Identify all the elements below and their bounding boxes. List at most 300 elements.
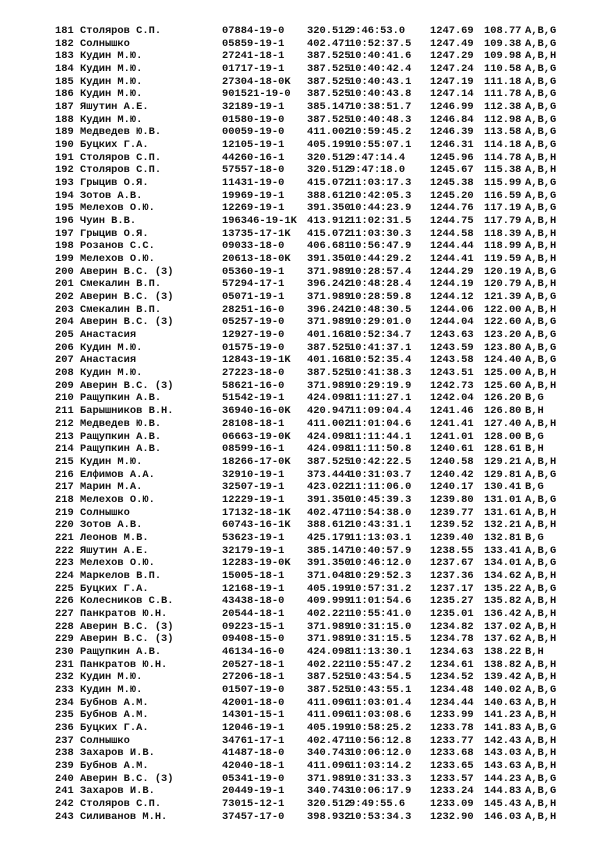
ring-code: 14301-15-1	[222, 709, 285, 722]
arrival-time: 10:55:47.2	[349, 658, 412, 671]
ring-code: 36940-16-0K	[222, 405, 291, 418]
ring-code: 13735-17-1K	[222, 227, 291, 240]
speed-value: 1234.61	[430, 658, 474, 671]
ring-code: 901521-19-0	[222, 88, 291, 101]
ring-code: 57557-18-0	[222, 164, 285, 177]
bird-owner-name: Яшутин А.Е.	[80, 544, 149, 557]
row-number: 235	[55, 709, 74, 722]
speed-value: 1244.12	[430, 291, 474, 304]
row-number: 233	[55, 683, 74, 696]
coefficient-value: 115.99	[484, 177, 522, 190]
row-number: 234	[55, 696, 74, 709]
row-number: 201	[55, 278, 74, 291]
bird-owner-name: Ращупкин А.В.	[80, 443, 162, 456]
bird-owner-name: Буцких Г.А.	[80, 139, 149, 152]
ring-code: 53623-19-1	[222, 531, 285, 544]
arrival-time: 11:09:04.4	[349, 405, 412, 418]
category-codes: B,H	[525, 443, 544, 456]
arrival-time: 11:13:30.1	[349, 645, 412, 658]
ring-code: 20527-18-1	[222, 658, 285, 671]
bird-owner-name: Зотов А.В.	[80, 189, 143, 202]
distance-value: 371.989	[307, 772, 351, 785]
arrival-time: 10:58:25.2	[349, 721, 412, 734]
coefficient-value: 136.42	[484, 607, 522, 620]
coefficient-value: 120.79	[484, 278, 522, 291]
ring-code: 12843-19-1K	[222, 354, 291, 367]
arrival-time: 10:59:45.2	[349, 126, 412, 139]
row-number: 229	[55, 633, 74, 646]
distance-value: 387.525	[307, 341, 351, 354]
bird-owner-name: Елфимов А.А.	[80, 468, 155, 481]
row-number: 211	[55, 405, 74, 418]
row-number: 209	[55, 379, 74, 392]
bird-owner-name: Марин М.А.	[80, 481, 143, 494]
speed-value: 1233.24	[430, 785, 474, 798]
category-codes: B,H	[525, 645, 544, 658]
arrival-time: 10:44:29.2	[349, 253, 412, 266]
table-row	[0, 278, 600, 291]
arrival-time: 10:52:35.4	[349, 354, 412, 367]
table-row	[0, 709, 600, 722]
category-codes: A,B,H	[525, 671, 557, 684]
table-row	[0, 532, 600, 545]
category-codes: A,B,H	[525, 607, 557, 620]
table-row	[0, 646, 600, 659]
category-codes: A,B,G	[525, 721, 557, 734]
category-codes: A,B,H	[525, 747, 557, 760]
arrival-time: 10:48:28.4	[349, 278, 412, 291]
bird-owner-name: Аверин В.С. (3)	[80, 633, 174, 646]
bird-owner-name: Мелехов О.Ю.	[80, 253, 155, 266]
category-codes: A,B,G	[525, 493, 557, 506]
speed-value: 1239.52	[430, 519, 474, 532]
row-number: 231	[55, 658, 74, 671]
row-number: 190	[55, 139, 74, 152]
category-codes: A,B,G	[525, 341, 557, 354]
coefficient-value: 114.18	[484, 139, 522, 152]
bird-owner-name: Мелехов О.Ю.	[80, 557, 155, 570]
coefficient-value: 125.00	[484, 367, 522, 380]
speed-value: 1232.90	[430, 810, 474, 823]
bird-owner-name: Столяров С.П.	[80, 151, 162, 164]
arrival-time: 10:42:05.3	[349, 189, 412, 202]
table-row	[0, 405, 600, 418]
bird-owner-name: Кудин М.Ю.	[80, 50, 143, 63]
coefficient-value: 112.98	[484, 113, 522, 126]
ring-code: 20544-18-1	[222, 607, 285, 620]
speed-value: 1247.49	[430, 37, 474, 50]
coefficient-value: 109.38	[484, 37, 522, 50]
ring-code: 32179-19-1	[222, 544, 285, 557]
table-row	[0, 798, 600, 811]
ring-code: 43438-18-0	[222, 595, 285, 608]
row-number: 216	[55, 468, 74, 481]
speed-value: 1234.48	[430, 683, 474, 696]
arrival-time: 10:31:15.0	[349, 620, 412, 633]
distance-value: 387.525	[307, 455, 351, 468]
arrival-time: 11:03:14.2	[349, 759, 412, 772]
distance-value: 371.989	[307, 316, 351, 329]
category-codes: A,B,H	[525, 595, 557, 608]
coefficient-value: 119.59	[484, 253, 522, 266]
table-row	[0, 367, 600, 380]
speed-value: 1243.59	[430, 341, 474, 354]
speed-value: 1247.24	[430, 63, 474, 76]
arrival-time: 10:29:01.0	[349, 316, 412, 329]
coefficient-value: 111.18	[484, 75, 522, 88]
bird-owner-name: Чуин В.В.	[80, 215, 137, 228]
row-number: 225	[55, 582, 74, 595]
row-number: 228	[55, 620, 74, 633]
arrival-time: 10:29:19.9	[349, 379, 412, 392]
coefficient-value: 135.22	[484, 582, 522, 595]
row-number: 202	[55, 291, 74, 304]
speed-value: 1243.63	[430, 329, 474, 342]
distance-value: 424.098	[307, 645, 351, 658]
distance-value: 387.525	[307, 63, 351, 76]
table-row	[0, 773, 600, 786]
bird-owner-name: Силиванов М.Н.	[80, 810, 168, 823]
row-number: 218	[55, 493, 74, 506]
ring-code: 06663-19-0K	[222, 430, 291, 443]
row-number: 199	[55, 253, 74, 266]
table-row	[0, 456, 600, 469]
table-row	[0, 228, 600, 241]
bird-owner-name: Анастасия	[80, 354, 137, 367]
category-codes: A,B,G	[525, 785, 557, 798]
ring-code: 07884-19-0	[222, 25, 285, 37]
coefficient-value: 146.03	[484, 810, 522, 823]
ring-code: 44260-16-1	[222, 151, 285, 164]
bird-owner-name: Ращупкин А.В.	[80, 645, 162, 658]
category-codes: A,B,G	[525, 177, 557, 190]
speed-value: 1246.31	[430, 139, 474, 152]
distance-value: 409.999	[307, 595, 351, 608]
bird-owner-name: Розанов С.С.	[80, 240, 155, 253]
speed-value: 1240.58	[430, 455, 474, 468]
category-codes: A,B,G	[525, 189, 557, 202]
bird-owner-name: Аверин В.С. (3)	[80, 316, 174, 329]
speed-value: 1247.29	[430, 50, 474, 63]
speed-value: 1234.52	[430, 671, 474, 684]
arrival-time: 11:02:31.5	[349, 215, 412, 228]
bird-owner-name: Столяров С.П.	[80, 25, 162, 37]
table-row	[0, 38, 600, 51]
distance-value: 340.743	[307, 785, 351, 798]
bird-owner-name: Аверин В.С. (3)	[80, 379, 174, 392]
distance-value: 387.525	[307, 50, 351, 63]
bird-owner-name: Солнышко	[80, 37, 130, 50]
bird-owner-name: Кудин М.Ю.	[80, 75, 143, 88]
coefficient-value: 126.80	[484, 405, 522, 418]
coefficient-value: 142.43	[484, 734, 522, 747]
ring-code: 17132-18-1K	[222, 506, 291, 519]
bird-owner-name: Ращупкин А.В.	[80, 392, 162, 405]
speed-value: 1243.58	[430, 354, 474, 367]
row-number: 240	[55, 772, 74, 785]
bird-owner-name: Мелехов О.Ю.	[80, 493, 155, 506]
bird-owner-name: Грыцив О.Я.	[80, 177, 149, 190]
bird-owner-name: Кудин М.Ю.	[80, 63, 143, 76]
ring-code: 12269-19-1	[222, 202, 285, 215]
category-codes: A,B,G	[525, 468, 557, 481]
bird-owner-name: Леонов М.В.	[80, 531, 149, 544]
ring-code: 08599-16-1	[222, 443, 285, 456]
ring-code: 28251-16-0	[222, 303, 285, 316]
table-row	[0, 633, 600, 646]
row-number: 226	[55, 595, 74, 608]
ring-code: 01575-19-0	[222, 341, 285, 354]
distance-value: 411.096	[307, 759, 351, 772]
speed-value: 1247.14	[430, 88, 474, 101]
arrival-time: 10:53:34.3	[349, 810, 412, 823]
category-codes: A,B,H	[525, 734, 557, 747]
coefficient-value: 131.61	[484, 506, 522, 519]
table-row	[0, 76, 600, 89]
speed-value: 1233.99	[430, 709, 474, 722]
ring-code: 32910-19-1	[222, 468, 285, 481]
bird-owner-name: Солнышко	[80, 734, 130, 747]
ring-code: 12168-19-1	[222, 582, 285, 595]
speed-value: 1246.84	[430, 113, 474, 126]
category-codes: A,B,H	[525, 709, 557, 722]
table-row	[0, 25, 600, 38]
distance-value: 402.471	[307, 734, 351, 747]
table-row	[0, 316, 600, 329]
speed-value: 1244.04	[430, 316, 474, 329]
row-number: 197	[55, 227, 74, 240]
bird-owner-name: Столяров С.П.	[80, 797, 162, 810]
arrival-time: 10:46:12.0	[349, 557, 412, 570]
speed-value: 1244.76	[430, 202, 474, 215]
distance-value: 411.002	[307, 417, 351, 430]
bird-owner-name: Медведев Ю.В.	[80, 417, 162, 430]
arrival-time: 10:40:43.1	[349, 75, 412, 88]
ring-code: 34761-17-1	[222, 734, 285, 747]
distance-value: 373.444	[307, 468, 351, 481]
coefficient-value: 115.38	[484, 164, 522, 177]
speed-value: 1241.46	[430, 405, 474, 418]
coefficient-value: 135.82	[484, 595, 522, 608]
category-codes: A,B,G	[525, 101, 557, 114]
speed-value: 1244.29	[430, 265, 474, 278]
category-codes: A,B,G	[525, 582, 557, 595]
row-number: 223	[55, 557, 74, 570]
speed-value: 1242.04	[430, 392, 474, 405]
coefficient-value: 129.81	[484, 468, 522, 481]
category-codes: A,B,H	[525, 50, 557, 63]
coefficient-value: 128.00	[484, 430, 522, 443]
table-row	[0, 519, 600, 532]
row-number: 198	[55, 240, 74, 253]
table-row	[0, 342, 600, 355]
table-row	[0, 240, 600, 253]
coefficient-value: 145.43	[484, 797, 522, 810]
ring-code: 32189-19-1	[222, 101, 285, 114]
bird-owner-name: Колесников С.В.	[80, 595, 174, 608]
ring-code: 27241-18-1	[222, 50, 285, 63]
bird-owner-name: Кудин М.Ю.	[80, 113, 143, 126]
ring-code: 41487-18-0	[222, 747, 285, 760]
bird-owner-name: Кудин М.Ю.	[80, 341, 143, 354]
ring-code: 37457-17-0	[222, 810, 285, 823]
ring-code: 42040-18-1	[222, 759, 285, 772]
bird-owner-name: Барышников В.Н.	[80, 405, 174, 418]
category-codes: A,B,H	[525, 215, 557, 228]
arrival-time: 10:29:52.3	[349, 569, 412, 582]
speed-value: 1240.61	[430, 443, 474, 456]
speed-value: 1245.67	[430, 164, 474, 177]
distance-value: 387.525	[307, 75, 351, 88]
category-codes: A,B,G	[525, 354, 557, 367]
distance-value: 387.525	[307, 88, 351, 101]
distance-value: 396.242	[307, 303, 351, 316]
category-codes: A,B,H	[525, 253, 557, 266]
coefficient-value: 127.40	[484, 417, 522, 430]
speed-value: 1241.01	[430, 430, 474, 443]
bird-owner-name: Анастасия	[80, 329, 137, 342]
bird-owner-name: Панкратов Ю.Н.	[80, 658, 168, 671]
speed-value: 1237.36	[430, 569, 474, 582]
coefficient-value: 123.20	[484, 329, 522, 342]
row-number: 241	[55, 785, 74, 798]
arrival-time: 10:40:43.8	[349, 88, 412, 101]
arrival-time: 10:55:07.1	[349, 139, 412, 152]
ring-code: 05341-19-0	[222, 772, 285, 785]
bird-owner-name: Грыцив О.Я.	[80, 227, 149, 240]
coefficient-value: 122.00	[484, 303, 522, 316]
ring-code: 27223-18-0	[222, 367, 285, 380]
coefficient-value: 129.21	[484, 455, 522, 468]
table-row	[0, 215, 600, 228]
speed-value: 1238.55	[430, 544, 474, 557]
coefficient-value: 144.83	[484, 785, 522, 798]
arrival-time: 11:11:06.0	[349, 481, 412, 494]
ring-code: 05257-19-0	[222, 316, 285, 329]
distance-value: 387.525	[307, 683, 351, 696]
coefficient-value: 117.79	[484, 215, 522, 228]
arrival-time: 10:38:51.7	[349, 101, 412, 114]
table-row	[0, 494, 600, 507]
table-row	[0, 469, 600, 482]
category-codes: A,B,G	[525, 25, 557, 37]
table-row	[0, 431, 600, 444]
coefficient-value: 118.99	[484, 240, 522, 253]
distance-value: 411.096	[307, 696, 351, 709]
distance-value: 415.072	[307, 227, 351, 240]
row-number: 187	[55, 101, 74, 114]
category-codes: A,B,H	[525, 658, 557, 671]
table-row	[0, 139, 600, 152]
coefficient-value: 108.77	[484, 25, 522, 37]
speed-value: 1246.39	[430, 126, 474, 139]
table-row	[0, 570, 600, 583]
distance-value: 411.096	[307, 709, 351, 722]
speed-value: 1244.19	[430, 278, 474, 291]
table-row	[0, 659, 600, 672]
ring-code: 09223-15-1	[222, 620, 285, 633]
arrival-time: 11:03:17.3	[349, 177, 412, 190]
category-codes: A,B,G	[525, 291, 557, 304]
category-codes: A,B,G	[525, 75, 557, 88]
table-row	[0, 557, 600, 570]
speed-value: 1239.77	[430, 506, 474, 519]
arrival-time: 10:40:57.9	[349, 544, 412, 557]
row-number: 184	[55, 63, 74, 76]
ring-code: 05859-19-1	[222, 37, 285, 50]
row-number: 242	[55, 797, 74, 810]
row-number: 194	[55, 189, 74, 202]
row-number: 215	[55, 455, 74, 468]
table-row	[0, 747, 600, 760]
table-row	[0, 671, 600, 684]
row-number: 224	[55, 569, 74, 582]
distance-value: 405.199	[307, 139, 351, 152]
coefficient-value: 139.42	[484, 671, 522, 684]
coefficient-value: 131.01	[484, 493, 522, 506]
category-codes: A,B,H	[525, 620, 557, 633]
distance-value: 391.350	[307, 253, 351, 266]
bird-owner-name: Аверин В.С. (3)	[80, 772, 174, 785]
bird-owner-name: Кудин М.Ю.	[80, 367, 143, 380]
row-number: 182	[55, 37, 74, 50]
arrival-time: 10:31:15.5	[349, 633, 412, 646]
category-codes: A,B,H	[525, 797, 557, 810]
speed-value: 1245.20	[430, 189, 474, 202]
row-number: 237	[55, 734, 74, 747]
speed-value: 1244.41	[430, 253, 474, 266]
ring-code: 01580-19-0	[222, 113, 285, 126]
bird-owner-name: Смекалин В.П.	[80, 278, 162, 291]
distance-value: 320.512	[307, 25, 351, 37]
category-codes: A,B,G	[525, 139, 557, 152]
bird-owner-name: Кудин М.Ю.	[80, 455, 143, 468]
arrival-time: 11:03:01.4	[349, 696, 412, 709]
table-row	[0, 545, 600, 558]
row-number: 243	[55, 810, 74, 823]
table-row	[0, 595, 600, 608]
arrival-time: 11:01:04.6	[349, 417, 412, 430]
bird-owner-name: Яшутин А.Е.	[80, 101, 149, 114]
coefficient-value: 124.40	[484, 354, 522, 367]
ring-code: 05360-19-1	[222, 265, 285, 278]
distance-value: 402.221	[307, 607, 351, 620]
results-table	[0, 25, 600, 823]
bird-owner-name: Столяров С.П.	[80, 164, 162, 177]
row-number: 193	[55, 177, 74, 190]
coefficient-value: 117.19	[484, 202, 522, 215]
arrival-time: 10:41:37.1	[349, 341, 412, 354]
table-row	[0, 291, 600, 304]
category-codes: A,B,H	[525, 417, 557, 430]
row-number: 207	[55, 354, 74, 367]
ring-code: 12105-19-1	[222, 139, 285, 152]
coefficient-value: 140.02	[484, 683, 522, 696]
table-row	[0, 202, 600, 215]
distance-value: 391.350	[307, 202, 351, 215]
bird-owner-name: Захаров И.В.	[80, 747, 155, 760]
speed-value: 1242.73	[430, 379, 474, 392]
ring-code: 57294-17-1	[222, 278, 285, 291]
distance-value: 425.179	[307, 531, 351, 544]
distance-value: 401.168	[307, 329, 351, 342]
ring-code: 32507-19-1	[222, 481, 285, 494]
arrival-time: 9:49:55.6	[349, 797, 406, 810]
bird-owner-name: Аверин В.С. (3)	[80, 291, 174, 304]
distance-value: 398.932	[307, 810, 351, 823]
ring-code: 12046-19-1	[222, 721, 285, 734]
ring-code: 09408-15-0	[222, 633, 285, 646]
